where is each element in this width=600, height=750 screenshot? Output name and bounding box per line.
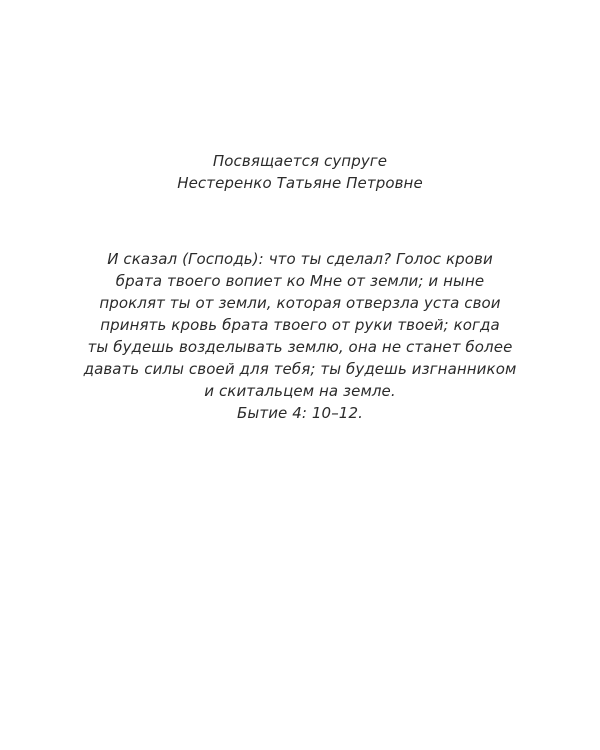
dedication-line: Посвящается супруге (212, 152, 388, 170)
dedication-line: Нестеренко Татьяне Петровне (177, 174, 423, 192)
epigraph-source: Бытие 4: 10–12. (237, 404, 363, 422)
epigraph-line: давать силы своей для тебя; ты будешь изгнанником (83, 360, 517, 378)
epigraph-line: ты будешь возделывать землю, она не станет более (87, 338, 513, 356)
epigraph (0, 248, 600, 424)
epigraph-line: проклят ты от земли, которая отверзла уста свои (99, 294, 501, 312)
epigraph-line: И сказал (Господь): что ты сделал? Голос крови (107, 250, 493, 268)
dedication (0, 150, 600, 194)
epigraph-line: принять кровь брата твоего от руки твоей; когда (100, 316, 500, 334)
epigraph-line: и скитальцем на земле. (204, 382, 396, 400)
epigraph-line: брата твоего вопиет ко Мне от земли; и ныне (115, 272, 485, 290)
